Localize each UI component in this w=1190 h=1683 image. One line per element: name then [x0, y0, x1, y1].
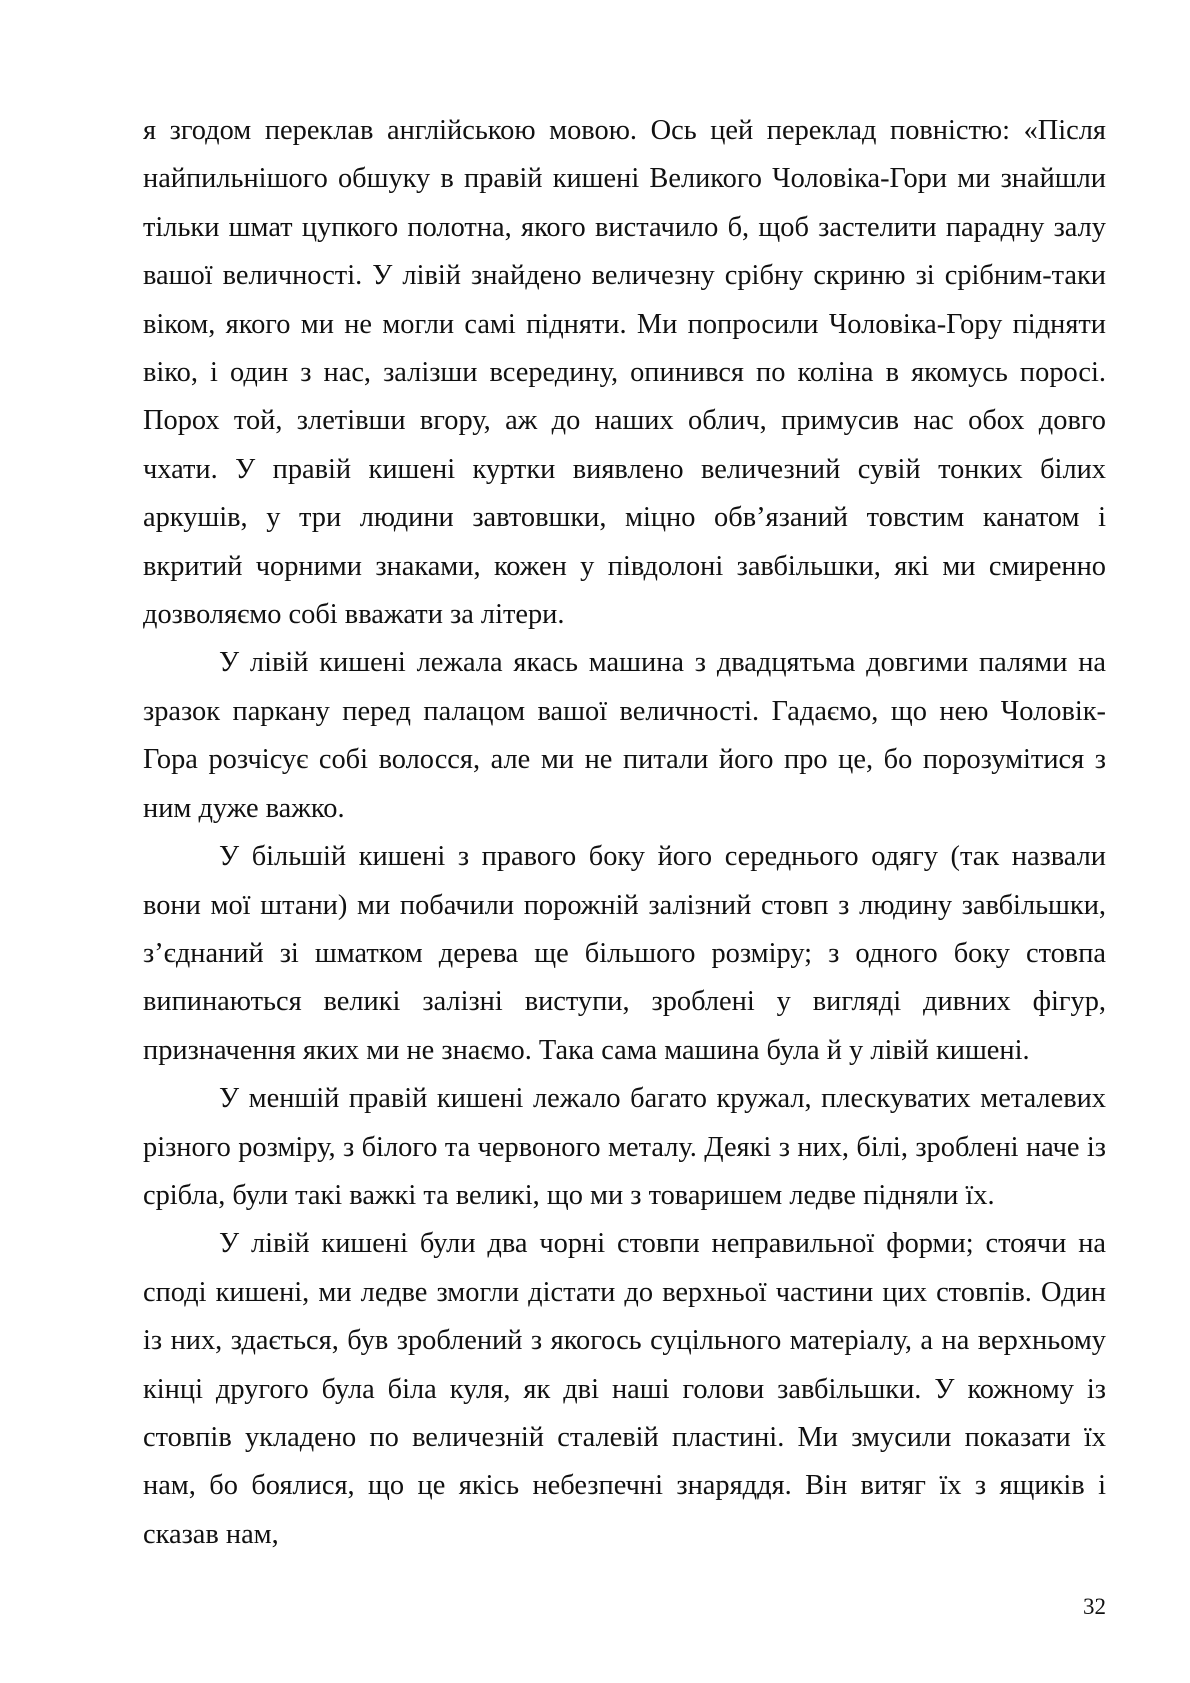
paragraph-2: У лівій кишені лежала якась машина з двадцятьма довгими палями на зразок паркану перед палацом вашої величності. Гадаємо, що нею Чоловік-Гора розчісує собі волосся, але ми не питали його про це, бо порозумітися з ним дуже важко. — [143, 647, 1106, 824]
paragraph-5: У лівій кишені були два чорні стовпи неправильної форми; стоячи на споді кишені, ми ледве змогли дістати до верхньої частини цих стовпів. Один із них, здається, був зроблений з якогось суцільного матеріалу, а на верхньому кінці другого була біла куля, як дві наші голови завбільшки. У кожному із стовпів укладено по величезній сталевій пластині. Ми змусили показати їх нам, бо боялися, що це якісь небезпечні знаряддя. Він витяг їх з ящиків і сказав нам, — [143, 1228, 1106, 1550]
paragraph-1: я згодом переклав англійською мовою. Ось цей переклад повністю: «Після найпильнішого обшуку в правій кишені Великого Чоловіка-Гори ми знайшли тільки шмат цупкого полотна, якого вистачило б, щоб застелити парадну залу вашої величності. У лівій знайдено величезну срібну скриню зі срібним-таки віком, якого ми не могли самі підняти. Ми попросили Чоловіка-Гору підняти віко, і один з нас, залізши всередину, опинився по коліна в якомусь поросі. Порох той, злетівши вгору, аж до наших облич, примусив нас обох довго чхати. У правій кишені куртки виявлено величезний сувій тонких білих аркушів, у три людини завтовшки, міцно обв’язаний товстим канатом і вкритий чорними знаками, кожен у півдолоні завбільшки, які ми смиренно дозволяємо собі вважати за літери. — [143, 115, 1106, 631]
paragraph-4: У меншій правій кишені лежало багато кружал, плескуватих металевих різного розміру, з білого та червоного металу. Деякі з них, білі, зроблені наче із срібла, були такі важкі та великі, що ми з товаришем ледве підняли їх. — [143, 1083, 1106, 1211]
document-body — [143, 107, 1106, 1559]
paragraph-3: У більшій кишені з правого боку його середнього одягу (так назвали вони мої штани) ми побачили порожній залізний стовп з людину завбільшки, з’єднаний зі шматком дерева ще більшого розміру; з одного боку стовпа випинаються великі залізні виступи, зроблені у вигляді дивних фігур, призначення яких ми не знаємо. Така сама машина була й у лівій кишені. — [143, 841, 1106, 1066]
page-number: 32 — [1083, 1594, 1106, 1619]
